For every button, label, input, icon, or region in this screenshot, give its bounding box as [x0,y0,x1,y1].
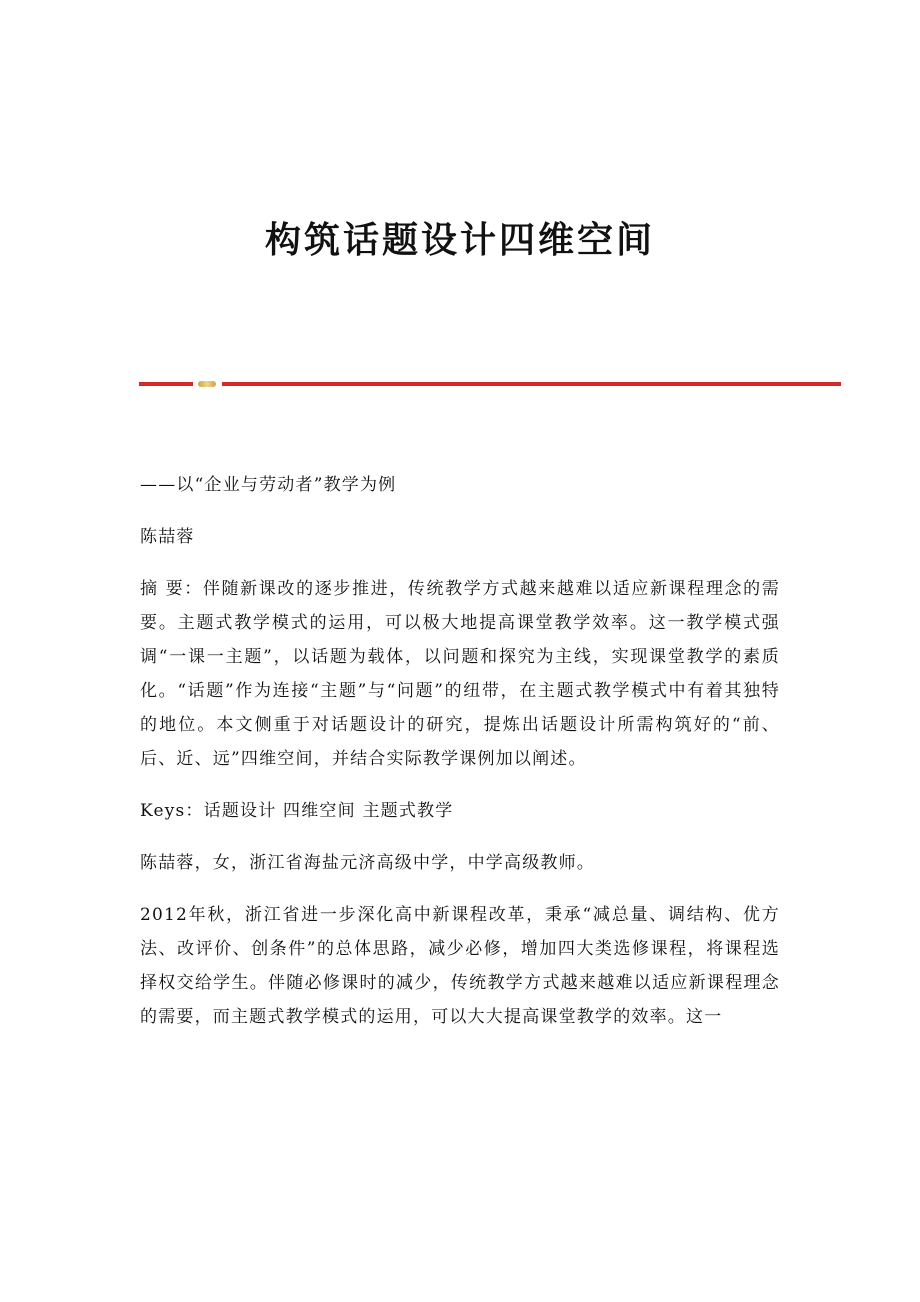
article-body [140,468,780,1052]
divider-bar-left [139,382,193,386]
author-bio: 陈喆蓉，女，浙江省海盐元济高级中学，中学高级教师。 [140,853,595,873]
keywords: Keys：话题设计 四维空间 主题式教学 [140,801,454,821]
divider-bar-right [222,382,841,386]
subtitle: ——以“企业与劳动者”教学为例 [140,475,397,495]
body-paragraph: 2012年秋，浙江省进一步深化高中新课程改革，秉承“减总量、调结构、优方法、改评价、创条件”的总体思路，减少必修，增加四大类选修课程，将课程选择权交给学生。伴随必修课时的减少，传统教学方式越来越难以适应新课程理念的需要，而主题式教学模式的运用，可以大大提高课堂教学的效率。这一 [140,905,780,1027]
abstract: 摘 要：伴随新课改的逐步推进，传统教学方式越来越难以适应新课程理念的需要。主题式教学模式的运用，可以极大地提高课堂教学效率。这一教学模式强调“一课一主题”，以话题为载体，以问题和探究为主线，实现课堂教学的素质化。“话题”作为连接“主题”与“问题”的纽带，在主题式教学模式中有着其独特的地位。本文侧重于对话题设计的研究，提炼出话题设计所需构筑好的“前、后、近、远”四维空间，并结合实际教学课例加以阐述。 [140,579,780,769]
title-divider [139,380,841,388]
divider-ornament-icon [198,381,216,387]
page-title: 构筑话题设计四维空间 [264,219,655,261]
author: 陈喆蓉 [140,527,195,547]
